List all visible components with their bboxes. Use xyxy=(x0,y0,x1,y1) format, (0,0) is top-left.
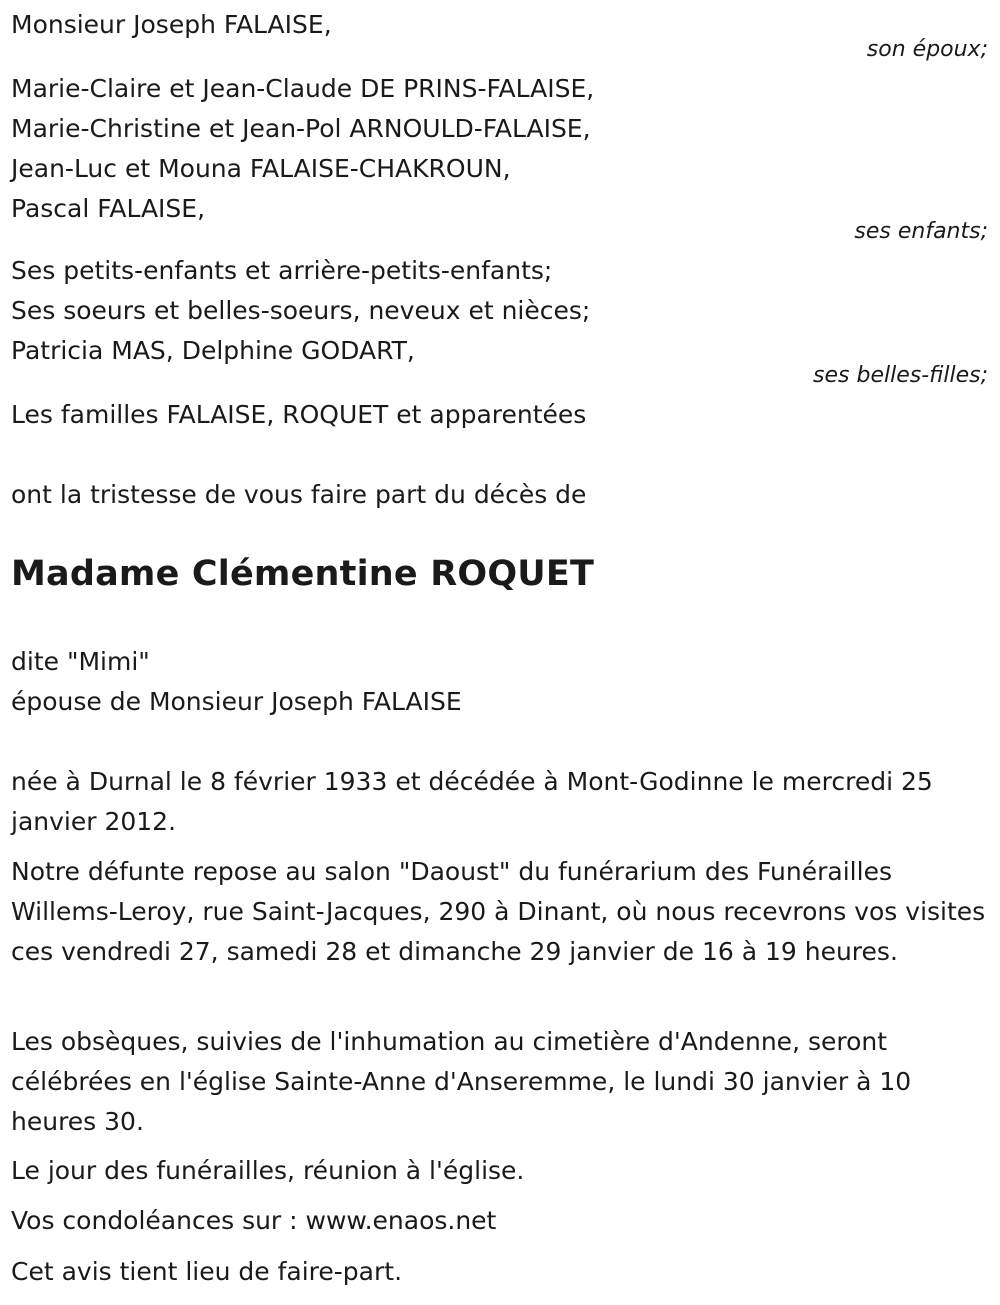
spouse-of-line: épouse de Monsieur Joseph FALAISE xyxy=(11,687,462,716)
child-2: Marie-Christine et Jean-Pol ARNOULD-FALAISE, xyxy=(11,114,591,143)
siblings-line: Ses soeurs et belles-soeurs, neveux et nièces; xyxy=(11,296,591,325)
grandchildren-line: Ses petits-enfants et arrière-petits-enfants; xyxy=(11,256,553,285)
funeral-paragraph: Les obsèques, suivies de l'inhumation au cimetière d'Andenne, seront célébrées en l'église Sainte-Anne d'Anseremme, le lundi 30 janvier à 10 heures 30. xyxy=(11,1027,912,1136)
daughters-in-law-line: Patricia MAS, Delphine GODART, xyxy=(11,336,415,365)
child-3: Jean-Luc et Mouna FALAISE-CHAKROUN, xyxy=(11,154,511,183)
condolences-paragraph: Vos condoléances sur : www.enaos.net xyxy=(11,1206,497,1235)
child-4: Pascal FALAISE, xyxy=(11,194,206,223)
nickname-line: dite "Mimi" xyxy=(11,647,150,676)
deceased-name: Madame Clémentine ROQUET xyxy=(11,554,595,594)
birth-death-paragraph: née à Durnal le 8 février 1933 et décédée à Mont-Godinne le mercredi 25 janvier 2012. xyxy=(11,767,933,836)
visitation-paragraph: Notre défunte repose au salon "Daoust" du funérarium des Funérailles Willems-Leroy, rue Saint-Jacques, 290 à Dinant, où nous recevrons vos visites ces vendredi 27, samedi 28 et dimanche 29 janvier de 16 à 19 heures. xyxy=(11,857,986,966)
children-role: ses enfants; xyxy=(854,219,988,244)
meeting-paragraph: Le jour des funérailles, réunion à l'église. xyxy=(11,1156,525,1185)
announcement-line: ont la tristesse de vous faire part du décès de xyxy=(11,480,587,509)
spouse-name: Monsieur Joseph FALAISE, xyxy=(11,10,332,39)
spouse-role: son époux; xyxy=(866,37,988,62)
child-1: Marie-Claire et Jean-Claude DE PRINS-FALAISE, xyxy=(11,74,595,103)
families-line: Les familles FALAISE, ROQUET et apparentées xyxy=(11,400,587,429)
notice-paragraph: Cet avis tient lieu de faire-part. xyxy=(11,1257,403,1286)
daughters-in-law-role: ses belles-filles; xyxy=(813,363,988,388)
